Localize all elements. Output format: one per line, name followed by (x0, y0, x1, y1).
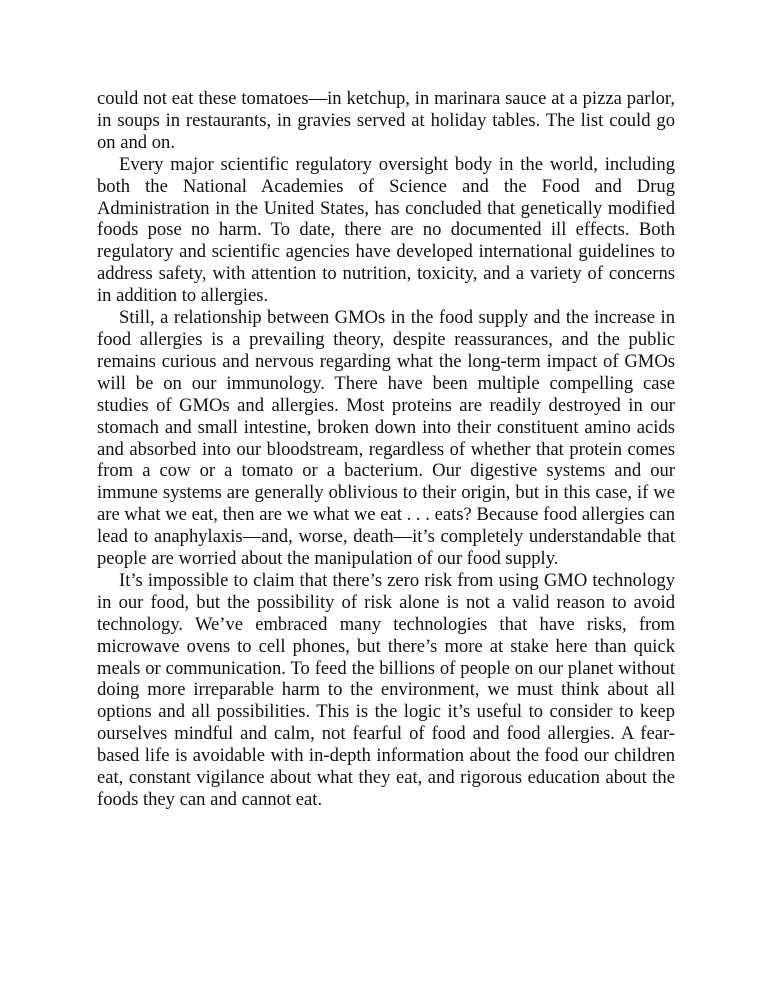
document-page (97, 88, 675, 811)
paragraph-continued: could not eat these tomatoes—in ketchup, in marinara sauce at a pizza parlor, in soups in restaurants, in gravies served at holiday tables. The list could go on and on. (97, 88, 675, 153)
paragraph-regulatory-bodies: Every major scientific regulatory oversight body in the world, including both the National Academies of Science and the Food and Drug Administration in the United States, has concluded that genetically modified foods pose no harm. To date, there are no documented ill effects. Both regulatory and scientific agencies have developed international guidelines to address safety, with attention to nutrition, toxicity, and a variety of concerns in addition to allergies. (97, 153, 675, 307)
paragraph-gmo-risk: It’s impossible to claim that there’s zero risk from using GMO technology in our food, but the possibility of risk alone is not a valid reason to avoid technology. We’ve embraced many technologies that have risks, from microwave ovens to cell phones, but there’s more at stake here than quick meals or communication. To feed the billions of people on our planet without doing more irreparable harm to the environment, we must think about all options and all possibilities. This is the logic it’s useful to consider to keep ourselves mindful and calm, not fearful of food and food allergies. A fear-based life is avoidable with in-depth information about the food our children eat, constant vigilance about what they eat, and rigorous education about the foods they can and cannot eat. (97, 569, 675, 810)
paragraph-gmo-allergies-theory: Still, a relationship between GMOs in the food supply and the increase in food allergies is a prevailing theory, despite reassurances, and the public remains curious and nervous regarding what the long-term impact of GMOs will be on our immunology. There have been multiple compelling case studies of GMOs and allergies. Most proteins are readily destroyed in our stomach and small intestine, broken down into their constituent amino acids and absorbed into our bloodstream, regardless of whether that protein comes from a cow or a tomato or a bacterium. Our digestive systems and our immune systems are generally oblivious to their origin, but in this case, if we are what we eat, then are we what we eat . . . eats? Because food allergies can lead to anaphylaxis—and, worse, death—it’s completely understandable that people are worried about the manipulation of our food supply. (97, 307, 675, 570)
